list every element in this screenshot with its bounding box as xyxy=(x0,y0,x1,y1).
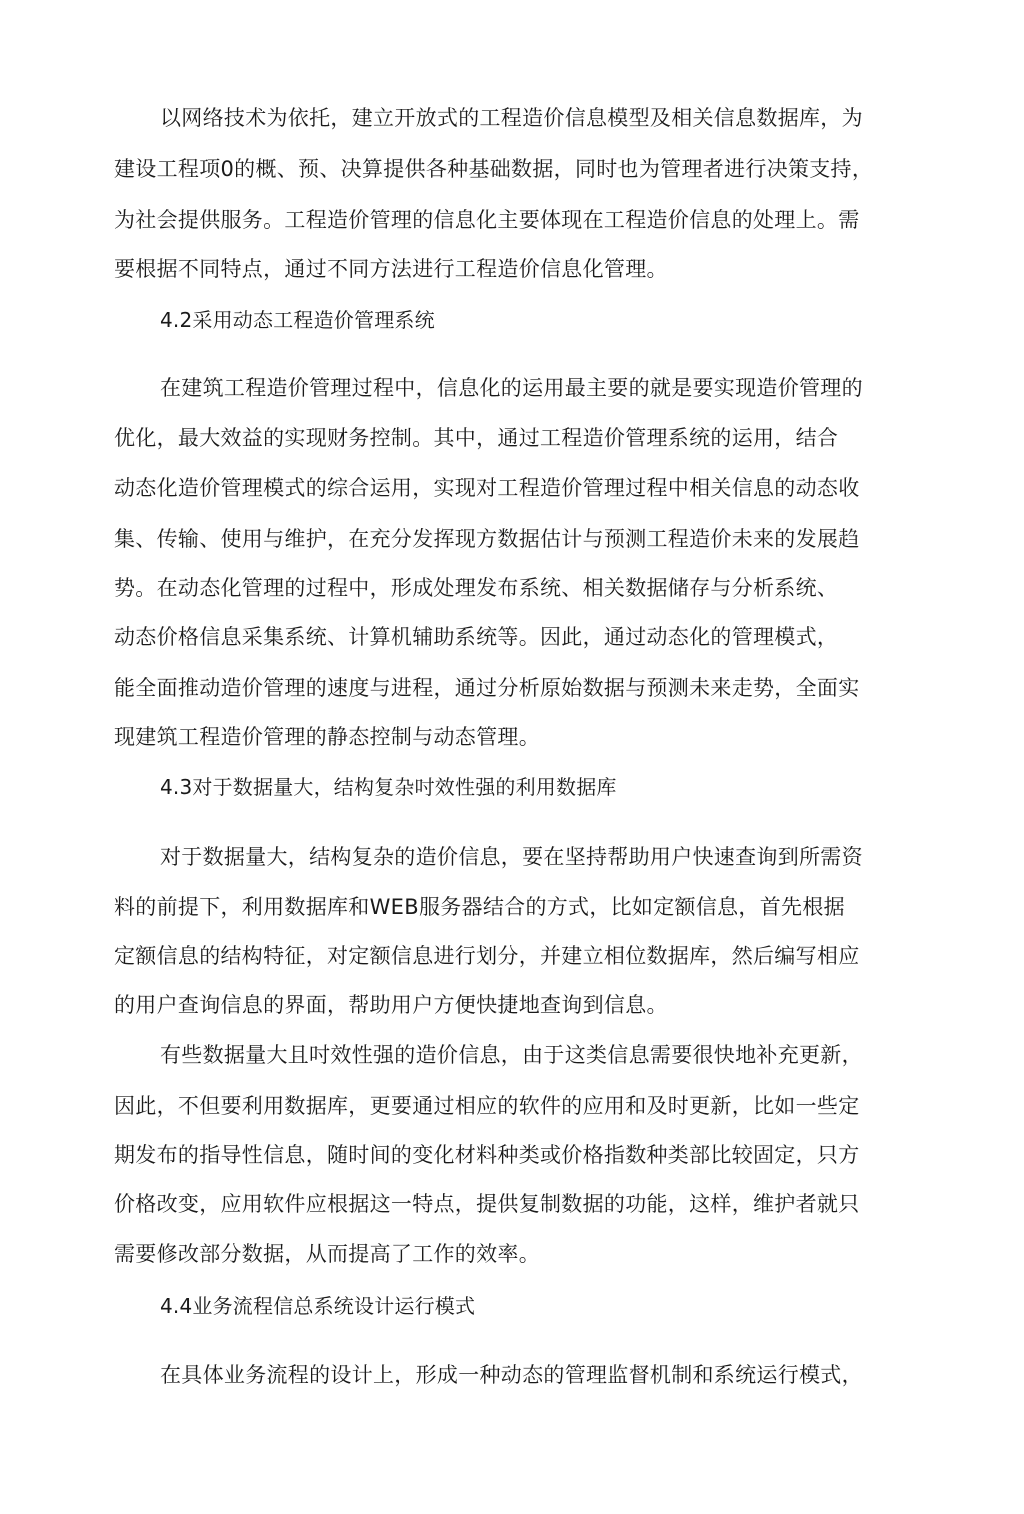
paragraph-2-line-4: 集、传输、使用与维护，在充分发挥现方数据估计与预测工程造价未来的发展趋 xyxy=(114,527,860,551)
paragraph-1-line-2: 建设工程项0的概、预、决算提供各种基础数据，同时也为管理者进行决策支持， xyxy=(114,157,874,181)
paragraph-3-line-2: 料的前提下，利用数据库和WEB服务器结合的方式，比如定额信息，首先根据 xyxy=(114,895,845,919)
paragraph-1-line-1: 以网络技术为依托，建立开放式的工程造价信息模型及相关信息数据库，为 xyxy=(160,106,863,130)
paragraph-2-line-6: 动态价格信息采集系统、计算机辅助系统等。因此，通过动态化的管理模式， xyxy=(114,625,839,649)
paragraph-3-line-3: 定额信息的结构特征，对定额信息进行划分，并建立相位数据库，然后编写相应 xyxy=(114,944,860,968)
paragraph-2-line-7: 能全面推动造价管理的速度与进程，通过分析原始数据与预测未来走势，全面实 xyxy=(114,676,860,700)
paragraph-2-line-5: 势。在动态化管理的过程中，形成处理发布系统、相关数据储存与分析系统、 xyxy=(114,576,839,600)
paragraph-2-line-2: 优化，最大效益的实现财务控制。其中，通过工程造价管理系统的运用，结合 xyxy=(114,426,839,450)
paragraph-4-line-1: 有些数据量大且吋效性强的造价信息，由于这类信息需要很快地补充更新， xyxy=(160,1043,863,1067)
paragraph-2-line-3: 动态化造价管理模式的综合运用，实现对工程造价管理过程中相关信息的动态收 xyxy=(114,476,860,500)
paragraph-1-line-4: 要根据不同特点，通过不同方法进行工程造价信息化管理。 xyxy=(114,257,668,281)
paragraph-2-line-8: 现建筑工程造价管理的静态控制与动态管理。 xyxy=(114,725,540,749)
paragraph-4-line-2: 因此，不但要利用数据库，更要通过相应的软件的应用和及时更新，比如一些定 xyxy=(114,1094,860,1118)
section-heading-4-2: 4.2采用动态工程造价管理系统 xyxy=(160,308,435,332)
paragraph-3-line-4: 的用户查询信息的界面，帮助用户方便快捷地查询到信息。 xyxy=(114,993,668,1017)
paragraph-4-line-5: 需要修改部分数据，从而提高了工作的效率。 xyxy=(114,1242,540,1266)
paragraph-3-line-1: 对于数据量大，结构复杂的造价信息，要在坚持帮助用户快速查询到所需资 xyxy=(160,845,863,869)
section-heading-4-3: 4.3对于数据量大，结构复杂吋效性强的利用数据库 xyxy=(160,775,617,799)
section-heading-4-4: 4.4业务流程信总系统设计运行模式 xyxy=(160,1294,476,1318)
paragraph-2-line-1: 在建筑工程造价管理过程中，信息化的运用最主要的就是要实现造价管理的 xyxy=(160,376,863,400)
paragraph-5-line-1: 在具体业务流程的设计上，形成一种动态的管理监督机制和系统运行模式， xyxy=(160,1363,863,1387)
paragraph-4-line-3: 期发布的指导性信息，随时间的变化材料种类或价格指数种类部比较固定，只方 xyxy=(114,1143,860,1167)
paragraph-4-line-4: 价格改变，应用软件应根据这一特点，提供复制数据的功能，这样，维护者就只 xyxy=(114,1192,860,1216)
paragraph-1-line-3: 为社会提供服务。工程造价管理的信息化主要体现在工程造价信息的处理上。需 xyxy=(114,208,860,232)
